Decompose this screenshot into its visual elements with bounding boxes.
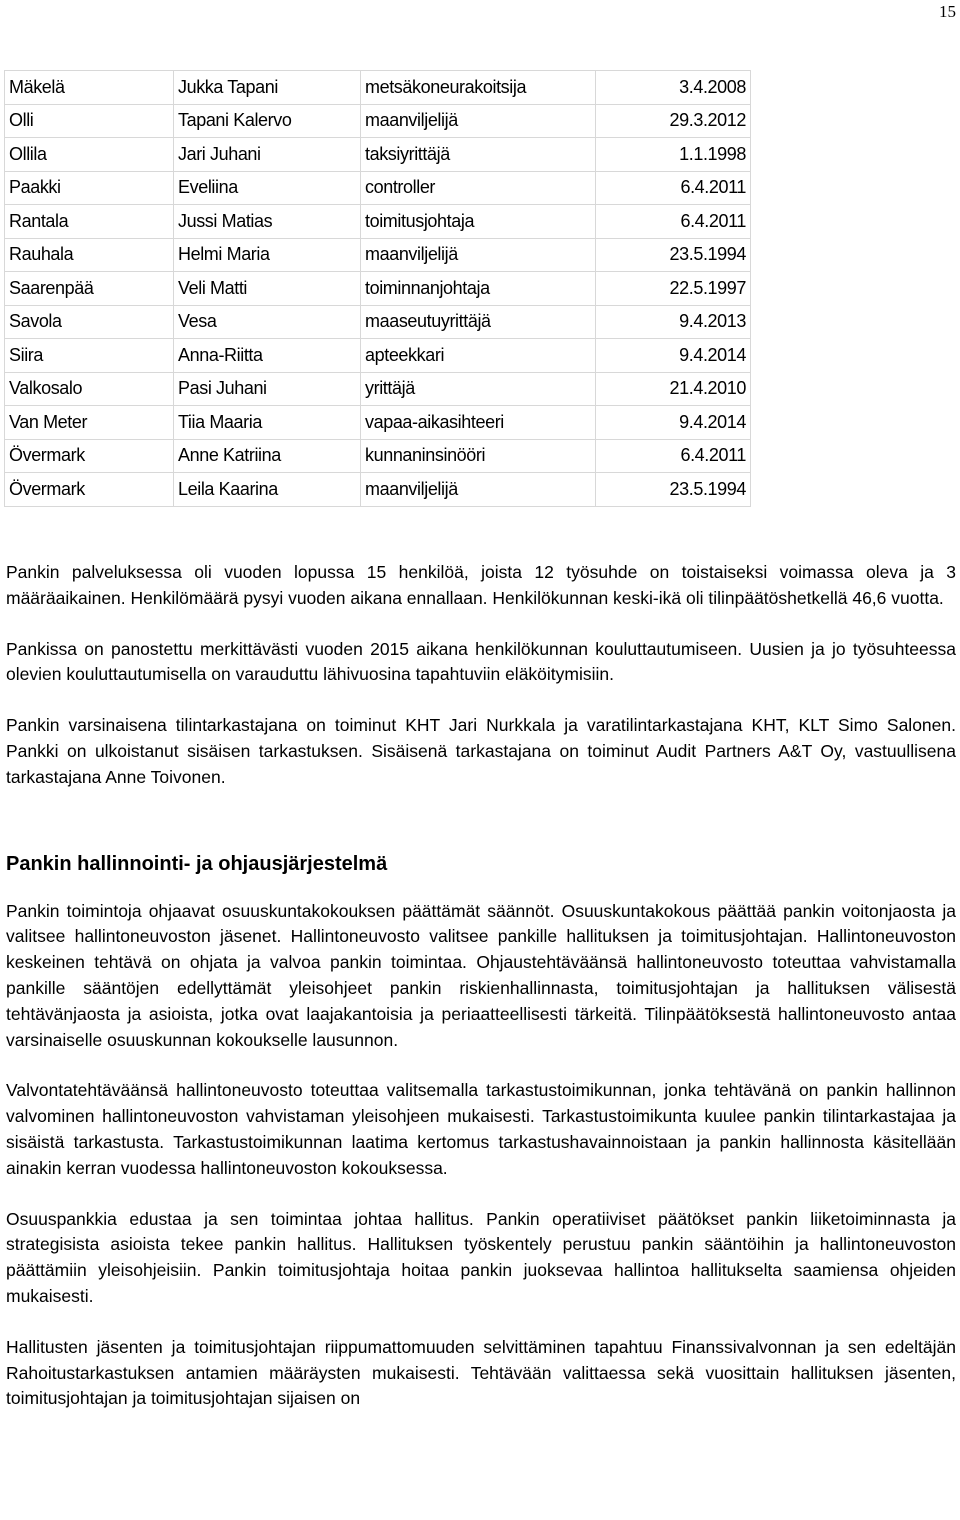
governance-paragraph-3: Osuuspankkia edustaa ja sen toimintaa johtaa hallitus. Pankin operatiiviset päätökset pankin liiketoiminnasta ja strategisista asioista tekee pankin hallitus. Hallituksen työskentely perustuu pankin sääntöihin ja hallintoneuvoston päättämiin yleisohjeisiin. Pankin toimitusjohtaja hoitaa pankin juoksevaa hallintoa hallitukselta saamiensa ohjeiden mukaisesti. bbox=[6, 1208, 956, 1306]
date-cell: 6.4.2011 bbox=[596, 439, 751, 473]
surname-cell: Siira bbox=[5, 339, 174, 373]
date-cell: 9.4.2014 bbox=[596, 339, 751, 373]
date-cell: 9.4.2014 bbox=[596, 406, 751, 440]
first-names-cell: Pasi Juhani bbox=[174, 372, 361, 406]
table-row bbox=[5, 372, 751, 406]
date-cell: 29.3.2012 bbox=[596, 104, 751, 138]
first-names-cell: Tapani Kalervo bbox=[174, 104, 361, 138]
date-cell: 6.4.2011 bbox=[596, 171, 751, 205]
date-cell: 21.4.2010 bbox=[596, 372, 751, 406]
date-cell: 9.4.2013 bbox=[596, 305, 751, 339]
first-names-cell: Eveliina bbox=[174, 171, 361, 205]
surname-cell: Rantala bbox=[5, 205, 174, 239]
governance-paragraph-1: Pankin toimintoja ohjaavat osuuskuntakokouksen päättämät säännöt. Osuuskuntakokous päättää pankin voitonjaosta ja valitsee hallintoneuvoston jäsenet. Hallintoneuvosto valitsee pankille hallituksen ja toimitusjohtajan. Hallintoneuvoston keskeinen tehtävä on ohjata ja valvoa pankin toimintaa. Ohjaustehtäväänsä hallintoneuvosto toteuttaa vahvistamalla pankille sääntöjen edellyttämät yleisohjeet pankin riskienhallinnasta, toimitusjohtajan ja hallituksen välisestä tehtävänjaosta ja asioista, jotka ovat laajakantoisia ja periaatteellisesti tärkeitä. Tilinpäätöksestä hallintoneuvosto antaa varsinaiselle osuuskunnan kokoukselle lausunnon. bbox=[6, 900, 956, 1050]
occupation-cell: taksiyrittäjä bbox=[361, 138, 596, 172]
date-cell: 23.5.1994 bbox=[596, 238, 751, 272]
document-body bbox=[6, 560, 956, 1437]
occupation-cell: maanviljelijä bbox=[361, 104, 596, 138]
page-number: 15 bbox=[939, 2, 956, 21]
table-row bbox=[5, 473, 751, 507]
surname-cell: Olli bbox=[5, 104, 174, 138]
first-names-cell: Leila Kaarina bbox=[174, 473, 361, 507]
table-row bbox=[5, 238, 751, 272]
table-row bbox=[5, 272, 751, 306]
first-names-cell: Helmi Maria bbox=[174, 238, 361, 272]
staff-paragraph: Pankin palveluksessa oli vuoden lopussa 15 henkilöä, joista 12 työsuhde on toistaiseksi voimassa oleva ja 3 määräaikainen. Henkilömäärä pysyi vuoden aikana ennallaan. Henkilökunnan keski-ikä oli tilinpäätöshetkellä 46,6 vuotta. bbox=[6, 562, 956, 608]
occupation-cell: maanviljelijä bbox=[361, 238, 596, 272]
occupation-cell: maanviljelijä bbox=[361, 473, 596, 507]
table-row bbox=[5, 171, 751, 205]
table-row bbox=[5, 305, 751, 339]
surname-cell: Van Meter bbox=[5, 406, 174, 440]
table-row bbox=[5, 205, 751, 239]
first-names-cell: Tiia Maaria bbox=[174, 406, 361, 440]
table-row bbox=[5, 406, 751, 440]
surname-cell: Övermark bbox=[5, 473, 174, 507]
surname-cell: Ollila bbox=[5, 138, 174, 172]
occupation-cell: controller bbox=[361, 171, 596, 205]
first-names-cell: Anne Katriina bbox=[174, 439, 361, 473]
governance-paragraph-2: Valvontatehtäväänsä hallintoneuvosto toteuttaa valitsemalla tarkastustoimikunnan, jonka tehtävänä on pankin hallinnon valvominen hallintoneuvoston vahvistaman yleisohjeen mukaisesti. Tarkastustoimikunta kuulee pankin tilintarkastajaa ja sisäistä tarkastusta. Tarkastustoimikunnan laatima kertomus tarkastushavainnoistaan ja pankin hallinnosta käsitellään ainakin kerran vuodessa hallintoneuvoston kokouksessa. bbox=[6, 1080, 956, 1178]
date-cell: 6.4.2011 bbox=[596, 205, 751, 239]
table-row bbox=[5, 104, 751, 138]
occupation-cell: kunnaninsinööri bbox=[361, 439, 596, 473]
surname-cell: Valkosalo bbox=[5, 372, 174, 406]
date-cell: 1.1.1998 bbox=[596, 138, 751, 172]
first-names-cell: Jukka Tapani bbox=[174, 71, 361, 105]
first-names-cell: Jari Juhani bbox=[174, 138, 361, 172]
first-names-cell: Jussi Matias bbox=[174, 205, 361, 239]
surname-cell: Paakki bbox=[5, 171, 174, 205]
table-row bbox=[5, 339, 751, 373]
training-paragraph: Pankissa on panostettu merkittävästi vuoden 2015 aikana henkilökunnan kouluttautumiseen. Uusien ja jo työsuhteessa olevien kouluttautumisella on varauduttu lähivuosina tapahtuviin eläköitymisiin. bbox=[6, 638, 956, 685]
occupation-cell: toimitusjohtaja bbox=[361, 205, 596, 239]
surname-cell: Savola bbox=[5, 305, 174, 339]
first-names-cell: Anna-Riitta bbox=[174, 339, 361, 373]
surname-cell: Mäkelä bbox=[5, 71, 174, 105]
surname-cell: Rauhala bbox=[5, 238, 174, 272]
occupation-cell: toiminnanjohtaja bbox=[361, 272, 596, 306]
members-table bbox=[4, 70, 751, 507]
surname-cell: Saarenpää bbox=[5, 272, 174, 306]
first-names-cell: Veli Matti bbox=[174, 272, 361, 306]
section-heading: Pankin hallinnointi- ja ohjausjärjestelmä bbox=[6, 852, 388, 875]
occupation-cell: metsäkoneurakoitsija bbox=[361, 71, 596, 105]
surname-cell: Övermark bbox=[5, 439, 174, 473]
occupation-cell: yrittäjä bbox=[361, 372, 596, 406]
table-row bbox=[5, 138, 751, 172]
date-cell: 3.4.2008 bbox=[596, 71, 751, 105]
occupation-cell: apteekkari bbox=[361, 339, 596, 373]
members-table-body bbox=[5, 71, 751, 507]
occupation-cell: vapaa-aikasihteeri bbox=[361, 406, 596, 440]
table-row bbox=[5, 439, 751, 473]
table-row bbox=[5, 71, 751, 105]
occupation-cell: maaseutuyrittäjä bbox=[361, 305, 596, 339]
first-names-cell: Vesa bbox=[174, 305, 361, 339]
governance-paragraph-4: Hallitusten jäsenten ja toimitusjohtajan riippumattomuuden selvittäminen tapahtuu Finanssivalvonnan ja sen edeltäjän Rahoitustarkastuksen antamien määräysten mukaisesti. Tehtävään valittaessa sekä vuosittain hallituksen jäsenten, toimitusjohtajan ja toimitusjohtajan sijaisen on bbox=[6, 1336, 956, 1409]
date-cell: 22.5.1997 bbox=[596, 272, 751, 306]
date-cell: 23.5.1994 bbox=[596, 473, 751, 507]
auditors-paragraph: Pankin varsinaisena tilintarkastajana on toiminut KHT Jari Nurkkala ja varatilintarkastajana KHT, KLT Simo Salonen. Pankki on ulkoistanut sisäisen tarkastuksen. Sisäisenä tarkastajana on toiminut Audit Partners A&T Oy, vastuullisena tarkastajana Anne Toivonen. bbox=[6, 715, 956, 787]
